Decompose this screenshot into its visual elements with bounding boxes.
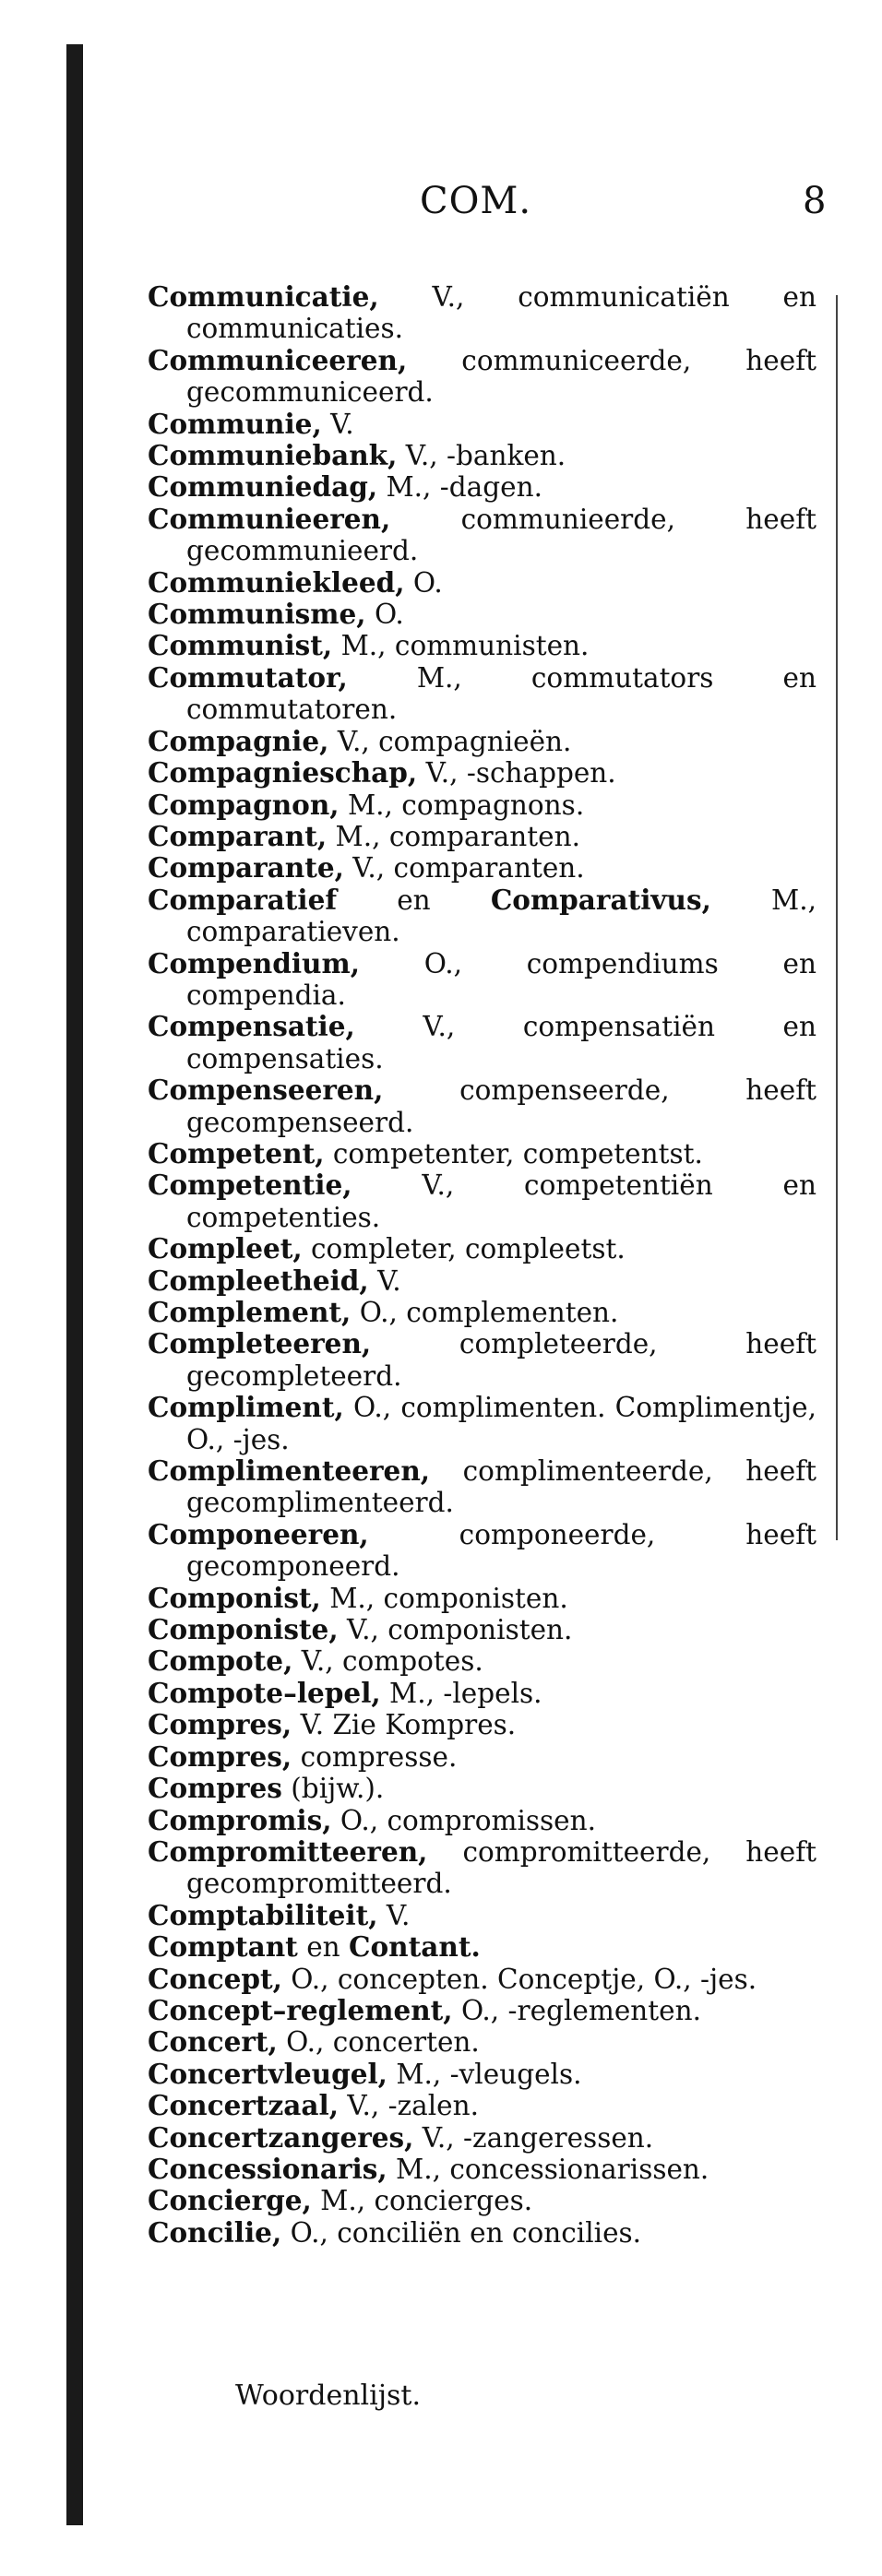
entry-headword: Compagnie, bbox=[148, 724, 329, 757]
dictionary-entry bbox=[148, 2217, 816, 2249]
entry-headword: Compagnon, bbox=[148, 788, 340, 821]
entry-definition: V., -zalen. bbox=[338, 2090, 479, 2122]
dictionary-entry bbox=[148, 1614, 816, 1645]
dictionary-entry bbox=[148, 599, 816, 630]
entry-definition: en bbox=[337, 884, 491, 916]
entry-headword: Communiebank, bbox=[148, 439, 398, 472]
entry-headword: Communiedag, bbox=[148, 470, 378, 504]
dictionary-entry bbox=[148, 1773, 816, 1804]
entry-headword: Compensatie, bbox=[148, 1010, 355, 1043]
entry-definition: V., compotes. bbox=[292, 1645, 483, 1678]
entry-headword: Complement, bbox=[148, 1296, 352, 1328]
dictionary-entry bbox=[148, 440, 816, 471]
entry-headword: Concierge, bbox=[148, 2184, 312, 2217]
entry-headword: Commutator, bbox=[148, 660, 348, 694]
dictionary-entry bbox=[148, 281, 816, 345]
entry-headword: Contant. bbox=[349, 1930, 481, 1964]
entry-definition: V., -zangeressen. bbox=[413, 2121, 654, 2154]
entry-headword: Comparant, bbox=[148, 819, 328, 852]
entry-definition: V. bbox=[377, 1899, 411, 1931]
entry-definition: communiceerde, heeft gecommuniceerd. bbox=[186, 344, 816, 409]
entry-definition: M., concierges. bbox=[311, 2185, 533, 2217]
entry-headword: Concept, bbox=[148, 1962, 282, 1995]
entry-definition: M., -lepels. bbox=[380, 1677, 542, 1709]
dictionary-entry bbox=[148, 1995, 816, 2026]
dictionary-entry bbox=[148, 1328, 816, 1392]
dictionary-entry bbox=[148, 821, 816, 852]
entry-definition: O., concepten. Conceptje, O., -jes. bbox=[281, 1963, 757, 1995]
entry-definition: componeerde, heeft gecomponeerd. bbox=[186, 1518, 816, 1583]
entry-definition: M., concessionarissen. bbox=[387, 2153, 709, 2185]
dictionary-entry bbox=[148, 1169, 816, 1233]
entry-definition: M., commutators en commutatoren. bbox=[186, 661, 816, 726]
entry-headword: Communisme, bbox=[148, 598, 366, 631]
dictionary-entry bbox=[148, 1233, 816, 1264]
entry-headword: Compres bbox=[148, 1772, 282, 1805]
entry-headword: Concertzangeres, bbox=[148, 2120, 414, 2154]
entry-definition: compresse. bbox=[292, 1740, 458, 1773]
entry-definition: en bbox=[297, 1931, 350, 1964]
dictionary-entry bbox=[148, 1645, 816, 1677]
entry-definition: completer, compleetst. bbox=[302, 1233, 626, 1265]
entry-headword: Comparativus, bbox=[490, 883, 711, 916]
dictionary-entry bbox=[148, 852, 816, 884]
dictionary-entry bbox=[148, 1138, 816, 1169]
entry-definition: O., complimenten. Complimentje, O., -jes. bbox=[186, 1392, 816, 1455]
entry-definition: O., compendiums en compendia. bbox=[186, 947, 816, 1011]
entry-headword: Compliment, bbox=[148, 1391, 344, 1424]
dictionary-entry bbox=[148, 1931, 816, 1963]
entry-headword: Concept–reglement, bbox=[148, 1993, 453, 2026]
entry-headword: Concertvleugel, bbox=[148, 2057, 387, 2090]
entry-definition: complimenteerde, heeft gecomplimenteerd. bbox=[186, 1455, 816, 1519]
entry-definition: V., -schappen. bbox=[417, 757, 616, 789]
dictionary-entry bbox=[148, 1900, 816, 1931]
dictionary-entry bbox=[148, 345, 816, 409]
dictionary-entry bbox=[148, 1011, 816, 1074]
dictionary-entry bbox=[148, 884, 816, 948]
dictionary-entry bbox=[148, 1265, 816, 1297]
page-header bbox=[0, 180, 882, 235]
entry-definition: O. bbox=[404, 566, 443, 599]
binding-rule bbox=[66, 44, 83, 2525]
entry-definition: V., componisten. bbox=[338, 1614, 573, 1646]
entry-definition: M., -vleugels. bbox=[387, 2058, 582, 2090]
dictionary-entry bbox=[148, 1455, 816, 1519]
page-number: 8 bbox=[803, 180, 827, 222]
entry-headword: Communiekleed, bbox=[148, 565, 405, 599]
entry-headword: Compromitteeren, bbox=[148, 1834, 428, 1868]
entry-headword: Concilie, bbox=[148, 2215, 282, 2249]
entry-headword: Compleetheid, bbox=[148, 1264, 369, 1297]
dictionary-entry bbox=[148, 2185, 816, 2216]
dictionary-entry bbox=[148, 789, 816, 821]
entry-headword: Concertzaal, bbox=[148, 2089, 339, 2122]
dictionary-entry bbox=[148, 567, 816, 599]
entry-definition: M., -dagen. bbox=[377, 471, 542, 504]
entry-headword: Compenseeren, bbox=[148, 1074, 384, 1107]
dictionary-entry bbox=[148, 409, 816, 440]
entry-definition: M., communisten. bbox=[332, 630, 590, 662]
entry-definition: (bijw.). bbox=[281, 1773, 385, 1805]
dictionary-entry bbox=[148, 1519, 816, 1583]
entry-definition: V., communicatiën en communicaties. bbox=[186, 281, 816, 345]
dictionary-entry bbox=[148, 1805, 816, 1836]
dictionary-entry bbox=[148, 948, 816, 1012]
dictionary-entry bbox=[148, 1836, 816, 1900]
entry-headword: Compote, bbox=[148, 1644, 293, 1678]
entry-definition: V., comparanten. bbox=[343, 852, 585, 884]
entry-headword: Competent, bbox=[148, 1136, 325, 1169]
entry-definition: compromitteerde, heeft gecompromitteerd. bbox=[186, 1835, 816, 1900]
dictionary-entry bbox=[148, 2059, 816, 2090]
page-title: COM. bbox=[420, 180, 532, 222]
entry-headword: Comparatief bbox=[148, 883, 338, 916]
entry-definition: M., componisten. bbox=[320, 1582, 568, 1614]
dictionary-entry bbox=[148, 662, 816, 726]
dictionary-entry bbox=[148, 726, 816, 757]
entry-definition: competenter, competentst. bbox=[324, 1137, 703, 1169]
dictionary-entry bbox=[148, 1964, 816, 1995]
entry-headword: Componeeren, bbox=[148, 1517, 369, 1550]
entry-headword: Componiste, bbox=[148, 1613, 339, 1646]
dictionary-entry bbox=[148, 630, 816, 661]
dictionary-entry bbox=[148, 1678, 816, 1709]
entry-headword: Concert, bbox=[148, 2025, 278, 2059]
entry-headword: Comptabiliteit, bbox=[148, 1898, 378, 1931]
entry-headword: Communieeren, bbox=[148, 502, 391, 535]
entry-definition: V. bbox=[368, 1264, 401, 1297]
entry-headword: Compote–lepel, bbox=[148, 1676, 381, 1709]
entry-headword: Compres, bbox=[148, 1739, 292, 1773]
dictionary-entry bbox=[148, 1741, 816, 1773]
entry-definition: M., comparanten. bbox=[327, 820, 580, 852]
entry-definition: M., compagnons. bbox=[339, 789, 585, 821]
entry-definition: V. bbox=[321, 408, 354, 440]
entry-definition: O., complementen. bbox=[351, 1297, 619, 1328]
entry-headword: Compleet, bbox=[148, 1232, 303, 1265]
entry-headword: Compromis, bbox=[148, 1803, 332, 1836]
dictionary-entry bbox=[148, 1392, 816, 1455]
entry-definition: communieerde, heeft gecommunieerd. bbox=[186, 503, 816, 567]
entry-definition: O. bbox=[365, 599, 404, 631]
entry-definition: compenseerde, heeft gecompenseerd. bbox=[186, 1074, 816, 1138]
dictionary-entry bbox=[148, 1709, 816, 1740]
entry-definition: O., concerten. bbox=[277, 2026, 480, 2059]
entry-headword: Compendium, bbox=[148, 946, 360, 979]
entry-headword: Complimenteeren, bbox=[148, 1454, 431, 1488]
entry-headword: Completeeren, bbox=[148, 1327, 372, 1360]
entry-definition: M., comparatieven. bbox=[186, 884, 816, 948]
entry-headword: Comptant bbox=[148, 1930, 298, 1964]
dictionary-entry bbox=[148, 757, 816, 789]
page-footer: Woordenlijst. bbox=[235, 2380, 422, 2412]
entry-definition: O., -reglementen. bbox=[452, 1994, 701, 2026]
entry-definition: completeerde, heeft gecompleteerd. bbox=[186, 1328, 816, 1392]
dictionary-entry bbox=[148, 471, 816, 503]
entry-definition: V., competentiën en competenties. bbox=[186, 1169, 816, 1233]
dictionary-entry bbox=[148, 1583, 816, 1614]
entry-definition: V., -banken. bbox=[397, 440, 566, 472]
dictionary-entry bbox=[148, 504, 816, 567]
entry-headword: Communie, bbox=[148, 407, 322, 440]
entry-definition: V., compensatiën en compensaties. bbox=[186, 1011, 816, 1074]
dictionary-entry bbox=[148, 2090, 816, 2121]
column-rule bbox=[836, 295, 838, 1540]
entry-definition: O., conciliën en concilies. bbox=[281, 2216, 642, 2249]
entry-definition: O., compromissen. bbox=[331, 1804, 597, 1836]
entry-headword: Competentie, bbox=[148, 1169, 352, 1202]
entry-definition: V., compagnieën. bbox=[328, 725, 572, 757]
entry-headword: Concessionaris, bbox=[148, 2152, 387, 2185]
dictionary-entry bbox=[148, 2026, 816, 2058]
entry-headword: Communicatie, bbox=[148, 280, 379, 313]
entry-headword: Comparante, bbox=[148, 851, 344, 884]
entry-headword: Compres, bbox=[148, 1708, 292, 1741]
dictionary-entry bbox=[148, 2154, 816, 2185]
dictionary-entry bbox=[148, 1297, 816, 1328]
dictionary-entries bbox=[148, 281, 816, 2249]
entry-definition: V. Zie Kompres. bbox=[292, 1709, 517, 1741]
entry-headword: Communiceeren, bbox=[148, 343, 408, 376]
entry-headword: Compagnieschap, bbox=[148, 756, 418, 789]
entry-headword: Componist, bbox=[148, 1581, 321, 1614]
dictionary-entry bbox=[148, 1074, 816, 1138]
entry-headword: Communist, bbox=[148, 629, 333, 662]
dictionary-entry bbox=[148, 2122, 816, 2154]
